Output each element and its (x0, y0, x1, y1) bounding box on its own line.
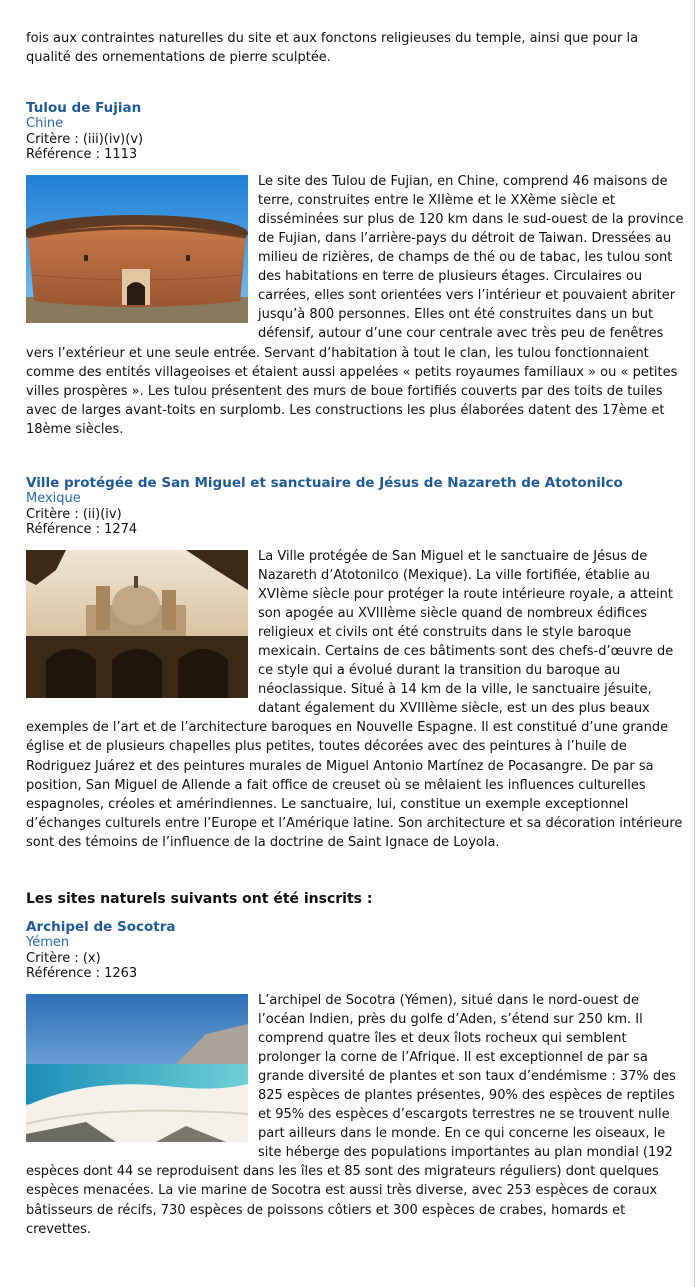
site-country: Mexique (26, 491, 81, 506)
site-entry-socotra (26, 919, 686, 1239)
san-miguel-photo (26, 550, 248, 698)
site-reference: Référence : 1263 (26, 966, 138, 981)
site-reference: Référence : 1113 (26, 147, 138, 163)
tulou-photo (26, 175, 248, 323)
site-entry-san-miguel (26, 475, 686, 852)
site-description: L’archipel de Socotra (Yémen), situé dans le nord-ouest de l’océan Indien, près du golfe d’Aden, s’étend sur 250 km. Il comprend quatre îles et deux îlots rocheux qui semblent prolonger la corne de l’Afrique. Il est exceptionnel de par sa grande diversité de plantes et son taux d’endémisme : 37% des 825 espèces de plantes présentes, 90% des espèces de reptiles et 95% des espèces d’escargots terrestres ne se trouvent nulle part ailleurs dans le monde. En ce qui concerne les oiseaux, le site héberge des populations importantes au plan mondial (192 espèces dont 44 se reproduisent dans les îles et 85 sont des migrateurs réguliers) dont quelques espèces menacées. La vie marine de Socotra est aussi très diverse, avec 253 espèces de coraux bâtisseurs de récifs, 730 espèces de poissons côtiers et 300 espèces de crabes, homards et crevettes. (26, 992, 676, 1237)
site-title: Archipel de Socotra (26, 919, 176, 935)
site-country: Yémen (26, 935, 70, 950)
site-reference: Référence : 1274 (26, 522, 138, 537)
site-description: Le site des Tulou de Fujian, en Chine, comprend 46 maisons de terre, construites entre le XIIème et le XXème siècle et disséminées sur plus de 120 km dans le sud-ouest de la province de Fujian, dans l’arrière-pays du détroit de Taiwan. Dressées au milieu de rizières, de champs de thé ou de tabac, les tulou sont des habitations en terre de plusieurs étages. Circulaires ou carrées, elles sont orientées vers l’intérieur et pouvaient abriter jusqu’à 800 personnes. Elles ont été construites dans un but défensif, autour d’une cour centrale avec très peu de fenêtres vers l’extérieur et une seule entrée. Servant d’habitation à tout le clan, les tulou fonctionnaient comme des entités villageoises et étaient aussi appelées « petits royaumes familiaux » ou « petites villes prospères ». Les tulou présentent des murs de boue fortifiés couverts par des toits de tuiles avec de larges avant-toits en surplomb. Les constructions les plus élaborées datent des 17ème et 18ème siècles. (26, 173, 684, 437)
socotra-photo (26, 994, 248, 1142)
intro-paragraph: fois aux contraintes naturelles du site et aux fonctons religieuses du temple, ainsi que pour la qualité des ornementations de pierre sculptée. (26, 31, 639, 66)
document-content (26, 29, 686, 1239)
site-country: Chine (26, 116, 64, 132)
site-criteria: Critère : (ii)(iv) (26, 506, 122, 522)
site-entry-tulou (26, 100, 686, 439)
natural-sites-heading: Les sites naturels suivants ont été inscrits : (26, 891, 373, 907)
site-description: La Ville protégée de San Miguel et le sanctuaire de Jésus de Nazareth d’Atotonilco (Mexique). La ville fortifiée, établie au XVIème siècle pour protéger la route intérieure royale, a atteint son apogée au XVIIIème siècle quand de nombreux édifices religieux et civils ont été construits dans le style baroque mexicain. Certains de ces bâtiments sont des chefs-d’œuvre de ce style qui a évolué durant la transition du baroque au néoclassique. Situé à 14 km de la ville, le sanctuaire jésuite, datant également du XVIIIème siècle, est un des plus beaux exemples de l’art et de l’architecture baroques en Nouvelle Espagne. Il est constitué d’une grande église et de plusieurs chapelles plus petites, toutes décorées avec des peintures à l’huile de Rodriguez Juárez et des peintures murales de Miguel Antonio Martínez de Pocasangre. De par sa position, San Miguel de Allende a fait office de creuset où se mêlaient les influences culturelles espagnoles, créoles et amérindiennes. Le sanctuaire, lui, constitue un exemple exceptionnel d’échanges culturels entre l’Europe et l’Amérique latine. Son architecture et sa décoration intérieure sont des témoins de l’influence de la doctrine de Saint Ignace de Loyola. (26, 548, 683, 850)
site-criteria: Critère : (x) (26, 950, 101, 966)
site-criteria: Critère : (iii)(iv)(v) (26, 131, 144, 147)
site-title: Ville protégée de San Miguel et sanctuaire de Jésus de Nazareth de Atotonilco (26, 475, 623, 491)
site-title: Tulou de Fujian (26, 100, 142, 117)
